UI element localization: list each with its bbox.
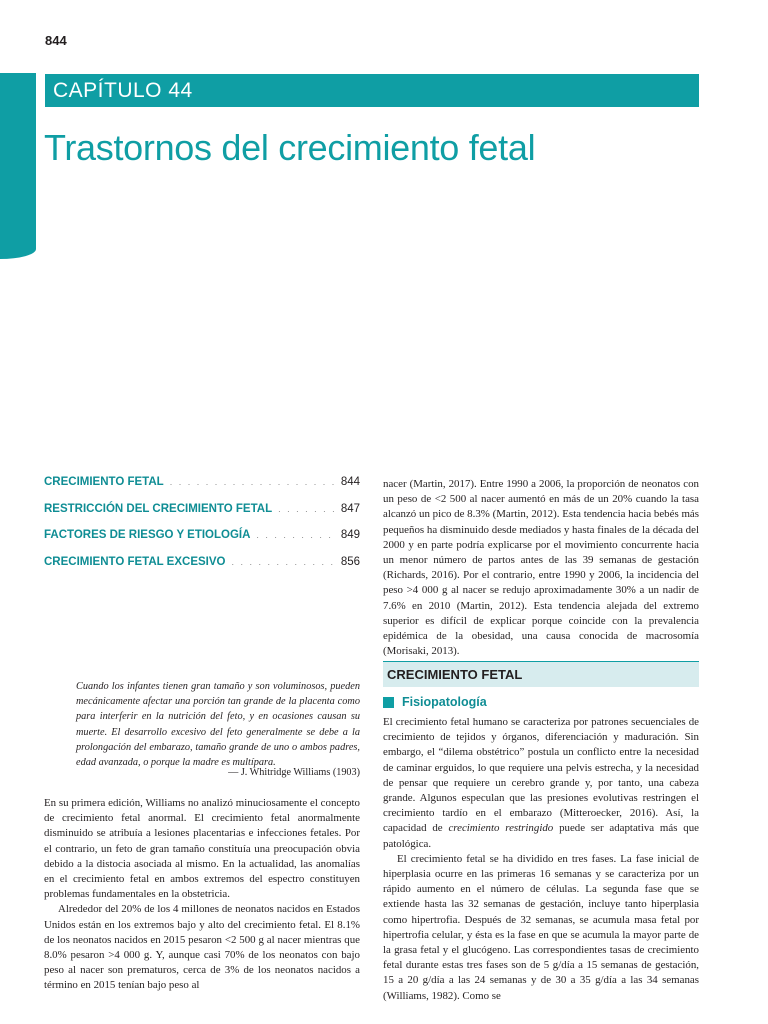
italic-term: crecimiento restringido	[448, 822, 554, 835]
chapter-bar	[45, 74, 699, 107]
section-heading: CRECIMIENTO FETAL	[387, 667, 523, 682]
toc-entry[interactable]	[44, 476, 360, 503]
subsection-title: Fisiopatología	[402, 695, 487, 709]
section-heading-bar	[383, 661, 699, 687]
body-paragraph: En su primera edición, Williams no analizó minuciosamente el concepto de crecimiento fetal anormal. El crecimiento fetal anormalmente disminuido se atribuía a lesiones placentarias e infecciones fetales. Por el contrario, un feto de gran tamaño constituía una preocupación obvia debido a la distocia asociada al mismo. En la actualidad, las anomalías en el crecimiento fetal en ambos extremos del espectro constituyen problemas fundamentales en la obstetricia.	[44, 797, 360, 901]
toc-leader-dots	[170, 477, 335, 487]
paragraph-text: El crecimiento fetal humano se caracteriza por patrones secuenciales de crecimiento de tejidos y órganos, diferenciación y maduración. Sin embargo, el “dilema obstétrico” postula un conflicto entre la necesidad de caminar erguidos, lo que requiere una pelvis estrecha, y la necesidad de pensar que requiere un cerebro grande y, por tanto, una cabeza grande. Algunos especulan que las presiones evolutivas restringen el crecimiento tardío en el embarazo (Mitteroecker, 2016). Así, la capacidad de	[383, 716, 699, 835]
chapter-side-tab	[0, 73, 36, 259]
toc-entry-page: 847	[340, 502, 360, 515]
toc-entry-label: CRECIMIENTO FETAL EXCESIVO	[44, 555, 226, 568]
body-paragraph: nacer (Martin, 2017). Entre 1990 a 2006, la proporción de neonatos con un peso de <2 500 al nacer aumentó en más de un 20% cuando la tasa alcanzó un pico de 8.3% (Martin, 2012). Esta tendencia hacia bebés más pequeños ha disminuido desde mediados y hasta finales de la década del 2000 y en parte podría explicarse por el movimiento concurrente hacia un menor número de partos antes de las 39 semanas de gestación (Richards, 2016). Por el contrario, entre 1990 y 2006, la incidencia del peso >4 000 g al nacer se redujo aproximadamente 30% a un nadir de 7.6% en 2010 (Martin, 2012). Esta tendencia alejada del extremo superior es difícil de explicar porque coincide con la prevalencia epidémica de la obesidad, una causa conocida de macrosomía (Morisaki, 2013).	[383, 478, 699, 658]
toc-entry[interactable]	[44, 529, 360, 556]
body-paragraph: Alrededor del 20% de los 4 millones de neonatos nacidos en Estados Unidos están en los extremos bajo y alto del crecimiento fetal. El 8.1% de los neonatos nacidos en 2015 pesaron <2 500 g al nacer mientras que 8.0% pesaron >4 000 g. Y, aunque casi 70% de los neonatos con bajo peso al nacer son prematuros, cerca de 3% de los neonatos nacidos a término en 2015 tenían bajo peso al	[44, 903, 360, 992]
toc-leader-dots	[256, 530, 334, 540]
page-number: 844	[45, 33, 67, 48]
toc-entry-label: CRECIMIENTO FETAL	[44, 476, 164, 488]
paragraph-text: puede ser adaptativa más que patológica.	[383, 822, 699, 850]
chapter-title: Trastornos del crecimiento fetal	[44, 127, 536, 168]
toc-entry-label: RESTRICCIÓN DEL CRECIMIENTO FETAL	[44, 502, 273, 515]
table-of-contents	[44, 476, 360, 582]
toc-entry[interactable]	[44, 556, 360, 583]
square-bullet-icon	[383, 697, 394, 708]
toc-leader-dots	[231, 557, 334, 567]
right-column-body	[383, 715, 699, 1004]
body-paragraph	[383, 715, 699, 852]
epigraph-source: — J. Whitridge Williams (1903)	[228, 767, 360, 778]
body-paragraph: El crecimiento fetal se ha dividido en tres fases. La fase inicial de hiperplasia ocurre en las primeras 16 semanas y se caracteriza por un rápido aumento en el número de células. La segunda fase que se extiende hasta las 32 semanas de gestación, incluye tanto hiperplasia como hipertrofia. Después de 32 semanas, se acumula masa fetal por hipertrofia celular, y ésta es la fase en que se acumula la mayor parte de la grasa fetal y el glucógeno. Las correspondientes tasas de crecimiento fetal durante estas tres fases son de 5 g/día a 15 semanas de gestación, 15 a 20 g/día a las 24 semanas y de 30 a 35 g/día a las 34 semanas (Williams, 1982). Como se	[383, 852, 699, 1002]
toc-entry-page: 849	[340, 529, 360, 541]
left-column-body	[44, 796, 360, 994]
toc-entry-page: 844	[340, 476, 360, 488]
subsection-heading	[383, 693, 487, 711]
right-column-continuation	[383, 477, 699, 659]
toc-entry-page: 856	[340, 555, 360, 568]
epigraph-quote: Cuando los infantes tienen gran tamaño y son voluminosos, pueden mecánicamente afectar una porción tan grande de la placenta como para interferir en la nutrición del feto, y en ocasiones causan su muerte. El desarrollo excesivo del feto generalmente se debe a la prolongación del embarazo, tamaño grande de uno o ambos padres, edad avanzada, o porque la madre es multípara.	[76, 681, 360, 769]
toc-entry[interactable]	[44, 503, 360, 530]
chapter-label: CAPÍTULO 44	[53, 79, 193, 102]
toc-entry-label: FACTORES DE RIESGO Y ETIOLOGÍA	[44, 529, 251, 541]
toc-leader-dots	[278, 504, 335, 514]
